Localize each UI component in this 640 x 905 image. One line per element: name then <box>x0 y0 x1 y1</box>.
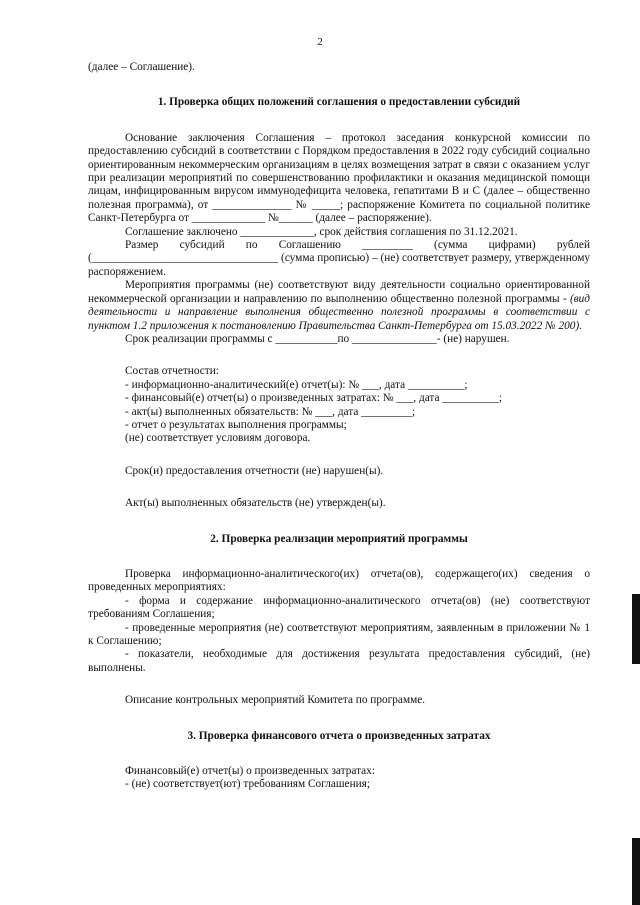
scan-edge-mark <box>632 838 640 905</box>
check-item: - форма и содержание информационно-аналитического отчета(ов) (не) соответствуют требованиям Соглашения; <box>88 594 590 621</box>
agreement-concluded-paragraph: Соглашение заключено _____________, срок действия соглашения по 31.12.2021. <box>125 225 518 238</box>
section1-heading: 1. Проверка общих положений соглашения о предоставлении субсидий <box>157 96 521 109</box>
financial-reports-title: Финансовый(е) отчет(ы) о произведенных затратах: <box>125 765 375 778</box>
reporting-item: - финансовый(е) отчет(ы) о произведенных затратах: № ___, дата __________; <box>125 392 502 405</box>
check-item: - показатели, необходимые для достижения результата предоставления субсидий, (не) выполнены. <box>88 648 590 674</box>
acts-approved-paragraph: Акт(ы) выполненных обязательств (не) утвержден(ы). <box>125 497 386 510</box>
reporting-title: Состав отчетности: <box>125 365 219 378</box>
activities-text: Мероприятия программы (не) соответствуют виду деятельности социально ориентированной некоммерческой организации и направлению по выполнению общественно полезной программы - <box>88 279 590 305</box>
subsidy-size-paragraph: Размер субсидий по Соглашению _________ (сумма цифрами) рублей (_________________________________ (сумма прописью) – (не) соответствует размеру, утвержденному распоряжением. <box>88 239 590 278</box>
document-body <box>88 61 590 792</box>
page-number: 2 <box>317 36 323 48</box>
scan-edge-mark <box>632 594 640 664</box>
section3-heading: 3. Проверка финансового отчета о произведенных затратах <box>187 729 491 742</box>
activities-paragraph <box>88 279 590 333</box>
financial-report-item: - (не) соответствует(ют) требованиям Соглашения; <box>125 778 371 791</box>
activities-italic-note: (вид деятельности и направление выполнения общественно полезной программы в соответствии с пунктом 1.2 приложения к постановлению Правительства Санкт-Петербурга от 15.03.2022 № 200). <box>88 292 590 332</box>
reporting-item: - отчет о результатах выполнения программы; <box>125 418 347 431</box>
reporting-item: - акт(ы) выполненных обязательств: № ___, дата _________; <box>125 405 416 418</box>
agreement-basis-paragraph: Основание заключения Соглашения – протокол заседания конкурсной комиссии по предоставлению субсидий в соответствии с Порядком предоставления в 2022 году субсидий социально ориентированным некоммерческим организациям в целях возмещения затрат в связи с оказанием услуг при реализации мероприятий по совершенствованию профилактики и оказания медицинской помощи лицам, инфицированным вирусом иммунодефицита человека, гепатитами В и С (далее – общественно полезная программа), от ______________ № _____; распоряжение Комитета по социальной политике Санкт-Петербурга от _____________ №______ (далее – распоряжение). <box>88 131 590 225</box>
reporting-deadline-paragraph: Срок(и) предоставления отчетности (не) нарушен(ы). <box>125 464 384 477</box>
intro-line: (далее – Соглашение). <box>88 61 195 73</box>
program-term-paragraph: Срок реализации программы с ___________по _______________- (не) нарушен. <box>125 332 510 345</box>
reporting-item: - информационно-аналитический(е) отчет(ы): № ___, дата __________; <box>125 378 468 391</box>
control-description-paragraph: Описание контрольных мероприятий Комитета по программе. <box>125 694 426 707</box>
check-item: - проведенные мероприятия (не) соответствуют мероприятиям, заявленным в приложении № 1 к Соглашению; <box>88 621 590 647</box>
reporting-item: (не) соответствует условиям договора. <box>125 432 311 445</box>
reports-check-paragraph: Проверка информационно-аналитического(их) отчета(ов), содержащего(их) сведения о проведенных мероприятиях: <box>88 567 590 594</box>
section2-heading: 2. Проверка реализации мероприятий программы <box>210 532 468 545</box>
